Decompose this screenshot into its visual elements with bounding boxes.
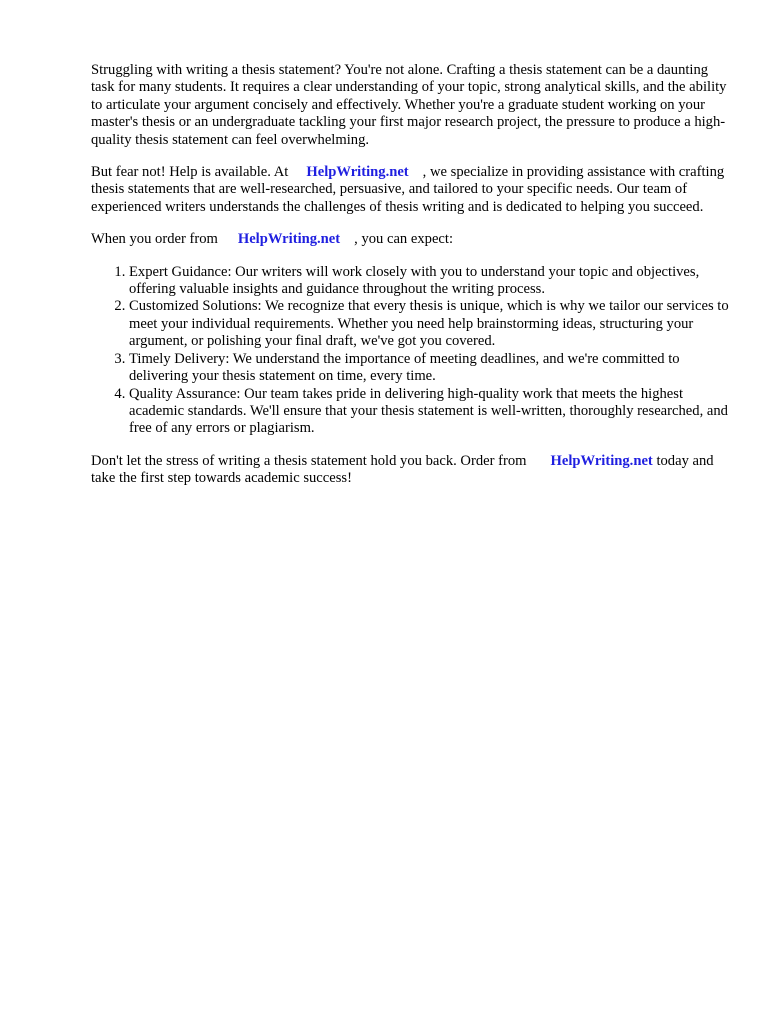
order-paragraph-text-after: , you can expect:: [354, 231, 454, 248]
intro-paragraph: Struggling with writing a thesis statement? You're not alone. Crafting a thesis statement can be a daunting task for many students. It requires a clear understanding of your topic, strong analytical skills, and the ability to articulate your argument concisely and effectively. Whether you're a graduate student working on your master's thesis or an undergraduate tackling your first major research project, the pressure to produce a high-quality thesis statement can feel overwhelming.: [91, 62, 727, 148]
help-paragraph-text-before: But fear not! Help is available. At: [91, 164, 289, 181]
list-item: 3. Timely Delivery: We understand the importance of meeting deadlines, and we're committed to delivering your thesis statement on time, every time.: [129, 351, 731, 386]
helpwriting-link-3[interactable]: HelpWriting.net: [550, 452, 653, 469]
helpwriting-link-2[interactable]: HelpWriting.net: [237, 231, 341, 248]
list-item: 2. Customized Solutions: We recognize that every thesis is unique, which is why we tailor our services to meet your individual requirements. Whether you need help brainstorming ideas, structuring your argument, or polishing your final draft, we've got you covered.: [129, 298, 731, 350]
list-item: 4. Quality Assurance: Our team takes pride in delivering high-quality work that meets the highest academic standards. We'll ensure that your thesis statement is well-written, thoroughly researched, and free of any errors or plagiarism.: [129, 386, 731, 438]
order-paragraph: [91, 231, 731, 248]
document-page: [91, 62, 731, 503]
closing-paragraph-text-after: today and take the first step towards academic success!: [91, 452, 714, 487]
list-item: 1. Expert Guidance: Our writers will work closely with you to understand your topic and objectives, offering valuable insights and guidance throughout the writing process.: [129, 264, 731, 299]
benefits-list: [91, 264, 731, 438]
order-paragraph-text-before: When you order from: [91, 231, 218, 248]
closing-paragraph-text-before: Don't let the stress of writing a thesis statement hold you back. Order from: [91, 452, 527, 469]
help-paragraph: [91, 164, 731, 216]
helpwriting-link-1[interactable]: HelpWriting.net: [306, 164, 409, 181]
closing-paragraph: [91, 453, 731, 488]
help-paragraph-text-after: , we specialize in providing assistance with crafting thesis statements that are well-researched, persuasive, and tailored to your specific needs. Our team of experienced writers understands the challenges of thesis writing and is dedicated to helping you succeed.: [91, 164, 725, 215]
